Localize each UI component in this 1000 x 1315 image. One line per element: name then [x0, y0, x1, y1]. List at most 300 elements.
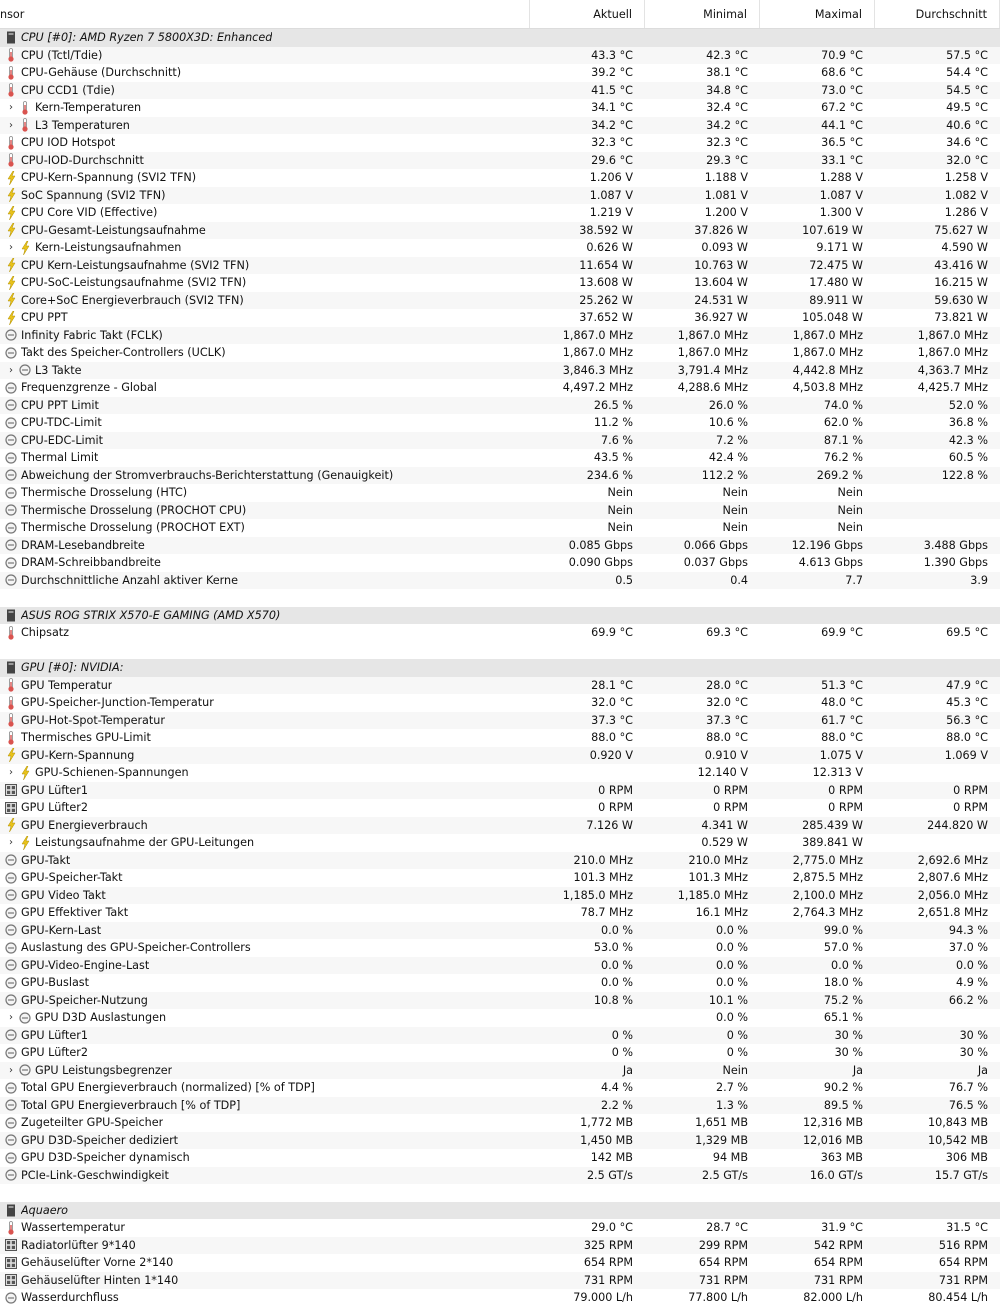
sensor-row[interactable]	[0, 1062, 1000, 1080]
sensor-row[interactable]	[0, 817, 1000, 835]
expand-chevron-icon[interactable]: ›	[9, 1064, 13, 1076]
value-current: 0.090 Gbps	[568, 556, 633, 570]
value-max: Nein	[837, 521, 863, 535]
sensor-group-header[interactable]	[0, 1202, 1000, 1220]
clock-icon	[5, 416, 17, 430]
clock-icon	[5, 538, 17, 552]
value-current: 28.1 °C	[591, 678, 633, 692]
value-max: 16.0 GT/s	[809, 1168, 863, 1182]
value-avg	[875, 1202, 1000, 1220]
value-current: 29.0 °C	[591, 1221, 633, 1235]
sensor-row[interactable]	[0, 239, 1000, 257]
sensor-label: Durchschnittliche Anzahl aktiver Kerne	[21, 573, 238, 587]
sensor-label: CPU-EDC-Limit	[21, 433, 104, 447]
sensor-row[interactable]	[0, 922, 1000, 940]
sensor-name-cell	[0, 1009, 530, 1027]
sensor-row[interactable]	[0, 502, 1000, 520]
sensor-label: Thermische Drosselung (HTC)	[21, 486, 188, 500]
value-min: 1,329 MB	[695, 1133, 748, 1147]
sensor-row[interactable]	[0, 1219, 1000, 1237]
sensor-name-cell	[0, 362, 530, 380]
sensor-row[interactable]	[0, 974, 1000, 992]
sensor-row[interactable]	[0, 712, 1000, 730]
value-min: 26.0 %	[708, 398, 748, 412]
sensor-row[interactable]	[0, 1289, 1000, 1307]
value-current	[530, 659, 645, 677]
value-avg: 731 RPM	[938, 1273, 988, 1287]
value-min	[645, 659, 760, 677]
value-avg: 10,542 MB	[927, 1133, 988, 1147]
value-min: 69.3 °C	[706, 626, 748, 640]
value-max: 62.0 %	[823, 416, 863, 430]
value-max: 0 RPM	[828, 783, 863, 797]
sensor-label: L3 Temperaturen	[35, 118, 130, 132]
bolt-icon	[5, 311, 17, 325]
sensor-label: GPU-Speicher-Takt	[21, 871, 123, 885]
value-avg: 73.821 W	[934, 311, 988, 325]
sensor-row[interactable]	[0, 537, 1000, 555]
sensor-name-cell	[0, 677, 530, 695]
value-min: 24.531 W	[694, 293, 748, 307]
value-max: 2,764.3 MHz	[792, 906, 863, 920]
clock-icon	[5, 976, 17, 990]
value-current: 1.219 V	[589, 206, 633, 220]
sensor-row[interactable]	[0, 694, 1000, 712]
value-max: 2,775.0 MHz	[792, 853, 863, 867]
value-max: 33.1 °C	[821, 153, 863, 167]
sensor-row[interactable]	[0, 134, 1000, 152]
value-current: 37.3 °C	[591, 713, 633, 727]
sensor-name-cell	[0, 519, 530, 537]
value-current: 10.8 %	[593, 993, 633, 1007]
clock-icon	[5, 1028, 17, 1042]
sensor-row[interactable]	[0, 904, 1000, 922]
sensor-label: Total GPU Energieverbrauch [% of TDP]	[21, 1098, 241, 1112]
clock-icon	[5, 853, 17, 867]
clock-icon	[5, 1151, 17, 1165]
sensor-label: Takt des Speicher-Controllers (UCLK)	[21, 346, 226, 360]
value-avg: 15.7 GT/s	[934, 1168, 988, 1182]
value-min: 0.0 %	[716, 958, 748, 972]
bolt-icon	[5, 293, 17, 307]
value-min: 1,185.0 MHz	[677, 888, 748, 902]
sensor-name-cell	[0, 1167, 530, 1185]
clock-icon	[5, 451, 17, 465]
value-avg: 34.6 °C	[946, 136, 988, 150]
expand-chevron-icon[interactable]: ›	[9, 119, 13, 131]
value-current	[530, 834, 645, 852]
sensor-row[interactable]	[0, 169, 1000, 187]
sensor-row[interactable]	[0, 204, 1000, 222]
sensor-name-cell	[0, 1027, 530, 1045]
clock-icon	[5, 346, 17, 360]
sensor-row[interactable]	[0, 99, 1000, 117]
clock-icon	[5, 1291, 17, 1305]
sensor-row[interactable]	[0, 747, 1000, 765]
column-header-sensor[interactable]: nsor	[0, 0, 530, 28]
sensor-row[interactable]	[0, 414, 1000, 432]
sensor-row[interactable]	[0, 117, 1000, 135]
value-min: 1,867.0 MHz	[677, 346, 748, 360]
sensor-name-cell	[0, 274, 530, 292]
value-min: 34.8 °C	[706, 83, 748, 97]
value-max: 1.288 V	[819, 171, 863, 185]
column-header-avg[interactable]: Durchschnitt	[875, 0, 1000, 28]
spacer-row	[0, 642, 1000, 660]
sensor-row[interactable]	[0, 344, 1000, 362]
value-current: 11.2 %	[593, 416, 633, 430]
clock-icon	[5, 486, 17, 500]
thermometer-icon	[5, 713, 17, 727]
value-max: 88.0 °C	[821, 731, 863, 745]
sensor-label: GPU Temperatur	[21, 678, 113, 692]
sensor-label: Total GPU Energieverbrauch (normalized) [% of TDP]	[21, 1081, 315, 1095]
sensor-row[interactable]	[0, 834, 1000, 852]
value-min: 32.3 °C	[706, 136, 748, 150]
value-current: 142 MB	[590, 1151, 633, 1165]
thermometer-icon	[5, 1221, 17, 1235]
thermometer-icon	[5, 626, 17, 640]
value-max: 74.0 %	[823, 398, 863, 412]
sensor-row[interactable]	[0, 869, 1000, 887]
value-max: 542 RPM	[813, 1238, 863, 1252]
value-min: 0.0 %	[716, 1011, 748, 1025]
value-max: 76.2 %	[823, 451, 863, 465]
sensor-row[interactable]	[0, 82, 1000, 100]
sensor-name-cell	[0, 204, 530, 222]
value-avg: 45.3 °C	[946, 696, 988, 710]
sensor-name-cell	[0, 327, 530, 345]
value-max: 89.5 %	[823, 1098, 863, 1112]
sensor-row[interactable]	[0, 187, 1000, 205]
sensor-row[interactable]	[0, 852, 1000, 870]
value-current: 731 RPM	[583, 1273, 633, 1287]
clock-icon	[5, 1168, 17, 1182]
bolt-icon	[5, 188, 17, 202]
value-min: 1.200 V	[704, 206, 748, 220]
value-avg: Ja	[977, 1063, 988, 1077]
sensor-label: GPU-Video-Engine-Last	[21, 958, 150, 972]
sensor-row[interactable]	[0, 1097, 1000, 1115]
sensor-name-cell	[0, 117, 530, 135]
sensor-label: Wasserdurchfluss	[21, 1291, 119, 1305]
sensor-row[interactable]	[0, 1132, 1000, 1150]
sensor-row[interactable]	[0, 677, 1000, 695]
value-current: Ja	[622, 1063, 633, 1077]
value-avg: 32.0 °C	[946, 153, 988, 167]
value-current	[530, 607, 645, 625]
clock-icon	[5, 503, 17, 517]
sensor-row[interactable]	[0, 764, 1000, 782]
bolt-icon	[5, 748, 17, 762]
sensor-name-cell	[0, 1202, 530, 1220]
value-avg: 56.3 °C	[946, 713, 988, 727]
value-min: 37.826 W	[694, 223, 748, 237]
sensor-row[interactable]	[0, 729, 1000, 747]
value-avg: 2,651.8 MHz	[917, 906, 988, 920]
sensor-row[interactable]	[0, 572, 1000, 590]
value-max: 12.196 Gbps	[791, 538, 863, 552]
value-max	[760, 29, 875, 47]
sensor-row[interactable]	[0, 449, 1000, 467]
value-current: 41.5 °C	[591, 83, 633, 97]
value-min: 4.341 W	[701, 818, 748, 832]
sensor-group-header[interactable]	[0, 659, 1000, 677]
expand-chevron-icon[interactable]: ›	[9, 102, 13, 114]
clock-icon	[5, 923, 17, 937]
sensor-row[interactable]	[0, 887, 1000, 905]
clock-icon	[19, 1063, 31, 1077]
value-avg: 54.5 °C	[946, 83, 988, 97]
value-current: 0 RPM	[598, 801, 633, 815]
sensor-row[interactable]	[0, 1114, 1000, 1132]
sensor-group-header[interactable]	[0, 607, 1000, 625]
value-min: 0 RPM	[713, 783, 748, 797]
sensor-row[interactable]	[0, 939, 1000, 957]
value-max: 654 RPM	[813, 1256, 863, 1270]
value-min: 0.0 %	[716, 976, 748, 990]
value-max: 7.7	[845, 573, 863, 587]
sensor-name-cell	[0, 764, 530, 782]
value-max: 57.0 %	[823, 941, 863, 955]
value-min: Nein	[722, 521, 748, 535]
spacer-row	[0, 589, 1000, 607]
bolt-icon	[5, 258, 17, 272]
value-current: 34.1 °C	[591, 101, 633, 115]
sensor-row[interactable]	[0, 309, 1000, 327]
sensor-label: GPU-Hot-Spot-Temperatur	[21, 713, 165, 727]
sensor-name-cell	[0, 572, 530, 590]
sensor-row[interactable]	[0, 292, 1000, 310]
value-current: 4,497.2 MHz	[562, 381, 633, 395]
fan-icon	[5, 783, 17, 797]
value-current: 34.2 °C	[591, 118, 633, 132]
thermometer-icon	[5, 48, 17, 62]
value-max: 4,442.8 MHz	[792, 363, 863, 377]
sensor-row[interactable]	[0, 1254, 1000, 1272]
sensor-row[interactable]	[0, 152, 1000, 170]
value-current: 0 RPM	[598, 783, 633, 797]
value-min: 29.3 °C	[706, 153, 748, 167]
value-avg: 4.9 %	[956, 976, 988, 990]
sensor-row[interactable]	[0, 467, 1000, 485]
value-avg: 60.5 %	[948, 451, 988, 465]
sensor-row[interactable]	[0, 1237, 1000, 1255]
sensor-label: GPU-Takt	[21, 853, 71, 867]
clock-icon	[5, 871, 17, 885]
sensor-name-cell	[0, 607, 530, 625]
sensor-label: GPU Lüfter2	[21, 1046, 89, 1060]
fan-icon	[5, 1256, 17, 1270]
clock-icon	[5, 398, 17, 412]
expand-chevron-icon[interactable]: ›	[9, 242, 13, 254]
value-max	[760, 1202, 875, 1220]
clock-icon	[5, 941, 17, 955]
value-min	[645, 607, 760, 625]
sensor-row[interactable]	[0, 992, 1000, 1010]
sensor-row[interactable]	[0, 554, 1000, 572]
clock-icon	[5, 468, 17, 482]
value-avg: 88.0 °C	[946, 731, 988, 745]
value-min	[645, 1202, 760, 1220]
sensor-row[interactable]	[0, 274, 1000, 292]
value-min: Nein	[722, 503, 748, 517]
sensor-row[interactable]	[0, 64, 1000, 82]
value-avg	[875, 29, 1000, 47]
sensor-row[interactable]	[0, 327, 1000, 345]
bolt-icon	[19, 836, 31, 850]
sensor-row[interactable]	[0, 782, 1000, 800]
sensor-name-cell	[0, 309, 530, 327]
sensor-row[interactable]	[0, 47, 1000, 65]
expand-chevron-icon[interactable]: ›	[9, 837, 13, 849]
value-avg: 1.286 V	[944, 206, 988, 220]
value-current: 325 RPM	[583, 1238, 633, 1252]
column-header-min[interactable]: Minimal	[645, 0, 760, 28]
value-avg: 16.215 W	[934, 276, 988, 290]
value-avg: 40.6 °C	[946, 118, 988, 132]
value-avg: 66.2 %	[948, 993, 988, 1007]
value-current: Nein	[607, 486, 633, 500]
value-avg: 4,363.7 MHz	[917, 363, 988, 377]
sensor-row[interactable]	[0, 519, 1000, 537]
sensor-name-cell	[0, 1254, 530, 1272]
sensor-row[interactable]	[0, 484, 1000, 502]
sensor-name-cell	[0, 292, 530, 310]
expand-chevron-icon[interactable]: ›	[9, 364, 13, 376]
value-avg: 76.7 %	[948, 1081, 988, 1095]
sensor-label: Thermische Drosselung (PROCHOT EXT)	[21, 521, 245, 535]
sensor-label: CPU-TDC-Limit	[21, 416, 102, 430]
value-current: 0 %	[611, 1046, 633, 1060]
sensor-row[interactable]	[0, 362, 1000, 380]
value-avg: 49.5 °C	[946, 101, 988, 115]
value-max: Ja	[852, 1063, 863, 1077]
value-avg: 0 RPM	[953, 801, 988, 815]
sensor-row[interactable]	[0, 957, 1000, 975]
bolt-icon	[19, 766, 31, 780]
sensor-label: GPU-Buslast	[21, 976, 90, 990]
sensor-row[interactable]	[0, 1167, 1000, 1185]
sensor-name-cell	[0, 1149, 530, 1167]
sensor-row[interactable]	[0, 1009, 1000, 1027]
chip-icon	[5, 1203, 17, 1217]
value-min: 4,288.6 MHz	[677, 381, 748, 395]
value-max	[760, 659, 875, 677]
sensor-row[interactable]	[0, 257, 1000, 275]
sensor-label: GPU Leistungsbegrenzer	[35, 1063, 173, 1077]
value-max: 12,316 MB	[802, 1116, 863, 1130]
sensor-name-cell	[0, 817, 530, 835]
sensor-row[interactable]	[0, 1079, 1000, 1097]
clock-icon	[5, 1081, 17, 1095]
value-min: 36.927 W	[694, 311, 748, 325]
value-avg: 10,843 MB	[927, 1116, 988, 1130]
value-current: 654 RPM	[583, 1256, 633, 1270]
sensor-label: Kern-Leistungsaufnahmen	[35, 241, 182, 255]
sensor-row[interactable]	[0, 397, 1000, 415]
value-max: 89.911 W	[809, 293, 863, 307]
sensor-label: GPU-Speicher-Junction-Temperatur	[21, 696, 214, 710]
sensor-row[interactable]	[0, 1044, 1000, 1062]
clock-icon	[5, 381, 17, 395]
value-min: 210.0 MHz	[688, 853, 748, 867]
expand-chevron-icon[interactable]: ›	[9, 1012, 13, 1024]
value-current: Nein	[607, 521, 633, 535]
value-current: 1,867.0 MHz	[562, 346, 633, 360]
value-min: 0.0 %	[716, 941, 748, 955]
value-current	[530, 1202, 645, 1220]
value-current: 37.652 W	[579, 311, 633, 325]
value-max: 67.2 °C	[821, 101, 863, 115]
value-min: 10.763 W	[694, 258, 748, 272]
sensor-name-cell	[0, 1132, 530, 1150]
value-min: 32.4 °C	[706, 101, 748, 115]
value-avg: 76.5 %	[948, 1098, 988, 1112]
sensor-row[interactable]	[0, 799, 1000, 817]
value-min: 94 MB	[712, 1151, 748, 1165]
value-current: 32.3 °C	[591, 136, 633, 150]
sensor-row[interactable]	[0, 432, 1000, 450]
column-header-current[interactable]: Aktuell	[530, 0, 645, 28]
clock-icon	[5, 1133, 17, 1147]
value-avg: 80.454 L/h	[928, 1291, 988, 1305]
sensor-group-header[interactable]	[0, 29, 1000, 47]
value-max: 87.1 %	[823, 433, 863, 447]
sensor-name-cell	[0, 169, 530, 187]
sensor-row[interactable]	[0, 1149, 1000, 1167]
sensor-name-cell	[0, 29, 530, 47]
value-avg: 0.0 %	[956, 958, 988, 972]
value-avg: 4.590 W	[941, 241, 988, 255]
value-min: 3,791.4 MHz	[677, 363, 748, 377]
sensor-name-cell	[0, 64, 530, 82]
sensor-label: CPU (Tctl/Tdie)	[21, 48, 103, 62]
value-min: 42.3 °C	[706, 48, 748, 62]
value-min: 2.7 %	[716, 1081, 748, 1095]
chip-icon	[5, 661, 17, 675]
sensor-row[interactable]	[0, 624, 1000, 642]
value-min: 0.910 V	[704, 748, 748, 762]
sensor-name-cell	[0, 1114, 530, 1132]
sensor-name-cell	[0, 432, 530, 450]
sensor-row[interactable]	[0, 1027, 1000, 1045]
column-header-max[interactable]: Maximal	[760, 0, 875, 28]
sensor-label: Gehäuselüfter Hinten 1*140	[21, 1273, 179, 1287]
column-header-row	[0, 0, 1000, 29]
value-avg: 42.3 %	[948, 433, 988, 447]
sensor-label: DRAM-Lesebandbreite	[21, 538, 145, 552]
clock-icon	[5, 906, 17, 920]
value-min: 101.3 MHz	[688, 871, 748, 885]
sensor-name-cell	[0, 659, 530, 677]
sensor-row[interactable]	[0, 379, 1000, 397]
value-min: 12.140 V	[697, 766, 748, 780]
sensor-label: Leistungsaufnahme der GPU-Leitungen	[35, 836, 255, 850]
value-max: Nein	[837, 486, 863, 500]
value-current: 7.126 W	[586, 818, 633, 832]
value-max: 70.9 °C	[821, 48, 863, 62]
sensor-label: GPU Effektiver Takt	[21, 906, 129, 920]
sensor-name-cell	[0, 992, 530, 1010]
sensor-row[interactable]	[0, 222, 1000, 240]
value-current: 1,772 MB	[580, 1116, 633, 1130]
sensor-name-cell	[0, 379, 530, 397]
expand-chevron-icon[interactable]: ›	[9, 767, 13, 779]
sensor-row[interactable]	[0, 1272, 1000, 1290]
value-current: 234.6 %	[586, 468, 633, 482]
sensor-name-cell	[0, 1079, 530, 1097]
